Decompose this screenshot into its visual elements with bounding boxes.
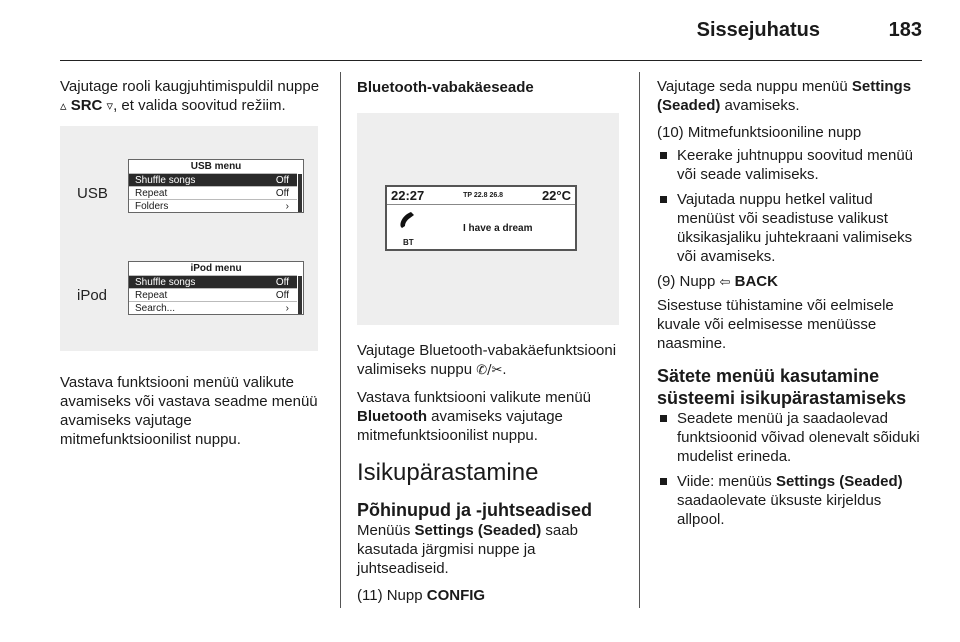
status-indicators: TP 22.8 26.8 [463, 192, 504, 199]
back-arrow-icon: ⇦ [719, 275, 731, 290]
list-item: Keerake juhtnuppu soovitud menüü või seade valimiseks. [657, 146, 925, 184]
list-item: Viide: menüüs Settings (Seaded) saadaolevate üksuste kirjeldus allpool. [657, 472, 925, 529]
src-label: SRC [70, 97, 103, 114]
column-2 [357, 77, 625, 613]
settings-bullets [657, 409, 925, 529]
item-11: (11) Nupp CONFIG [357, 587, 486, 604]
temperature: 22°C [541, 188, 571, 203]
menu-row: Repeat Off [129, 186, 297, 199]
phone-icon: ✆/✂. [476, 363, 507, 378]
knob-bullets [657, 146, 925, 266]
menu-scrollbar [298, 174, 302, 212]
ipod-menu-title: iPod menu [190, 263, 242, 274]
header-divider [60, 60, 922, 61]
column-divider-1 [340, 72, 341, 608]
personalization-heading: Isikupärastamine [357, 459, 539, 486]
usb-label: USB [77, 185, 108, 202]
item-10: (10) Mitmefunktsiooniline nupp [657, 124, 862, 141]
usb-menu [128, 159, 304, 213]
list-item: Vajutada nuppu hetkel valitud menüüst või seadistuse valikust üksikasjaliku juhtekraani valimiseks või avamiseks. [657, 190, 925, 266]
triangle-down-icon: ▿ [106, 99, 114, 114]
menu-scrollbar [298, 276, 302, 314]
settings-controls-intro: Menüüs Settings (Seaded) saab kasutada järgmisi nuppe ja juhtseadiseid. [357, 522, 578, 577]
status-bar [387, 187, 575, 205]
column-3 [657, 77, 925, 535]
usb-ipod-menu-figure [60, 126, 318, 351]
menu-row: Repeat Off [129, 288, 297, 301]
triangle-up-icon: ▵ [60, 99, 67, 114]
menu-row: Search... › [129, 301, 297, 314]
bluetooth-heading: Bluetooth-vabakäeseade [357, 79, 534, 96]
item-9: (9) Nupp ⇦ BACK [657, 273, 778, 290]
bluetooth-instruction: Vajutage Bluetooth-vabakäefunktsiooni valimiseks nuppu ✆/✂. [357, 342, 617, 378]
menu-options-instruction: Vastava funktsiooni menüü valikute avamiseks või vastava seadme menüü avamiseks vajutage mitmefunktsioonilist nuppu. [60, 374, 318, 448]
controls-heading: Põhinupud ja -juhtseadised [357, 500, 593, 520]
column-divider-2 [639, 72, 640, 608]
source-tag: BT [403, 238, 414, 247]
menu-row: Folders › [129, 199, 297, 212]
src-instruction: Vajutage rooli kaugjuhtimispuldil nuppe ▵ SRC ▿, et valida soovitud režiim. [60, 78, 320, 114]
menu-row: Shuffle songs Off [129, 275, 297, 288]
ipod-label: iPod [77, 287, 108, 304]
settings-menu-heading: Sätete menüü kasutamine süsteemi isikupärastamiseks [657, 366, 907, 408]
section-title: Sissejuhatus [696, 19, 820, 41]
phone-icon [397, 209, 419, 231]
page-number: 183 [888, 19, 922, 41]
bluetooth-menu-instruction: Vastava funktsiooni valikute menüü Bluetooth avamiseks vajutage mitmefunktsioonilist nuppu. [357, 389, 592, 444]
song-title: I have a dream [463, 223, 533, 234]
column-1 [60, 77, 325, 457]
usb-menu-title: USB menu [190, 161, 242, 172]
menu-row: Shuffle songs Off [129, 173, 297, 186]
back-description: Sisestuse tühistamine või eelmisele kuvale või eelmisesse menüüsse naasmine. [657, 297, 894, 352]
config-description: Vajutage seda nuppu menüü Settings (Seaded) avamiseks. [657, 78, 912, 114]
list-item: Seadete menüü ja saadaolevad funktsioonid võivad olenevalt sõiduki mudelist erineda. [657, 409, 925, 466]
ipod-menu [128, 261, 304, 315]
clock: 22:27 [391, 188, 425, 203]
bluetooth-screen [385, 185, 577, 251]
bluetooth-display-figure [357, 113, 619, 325]
